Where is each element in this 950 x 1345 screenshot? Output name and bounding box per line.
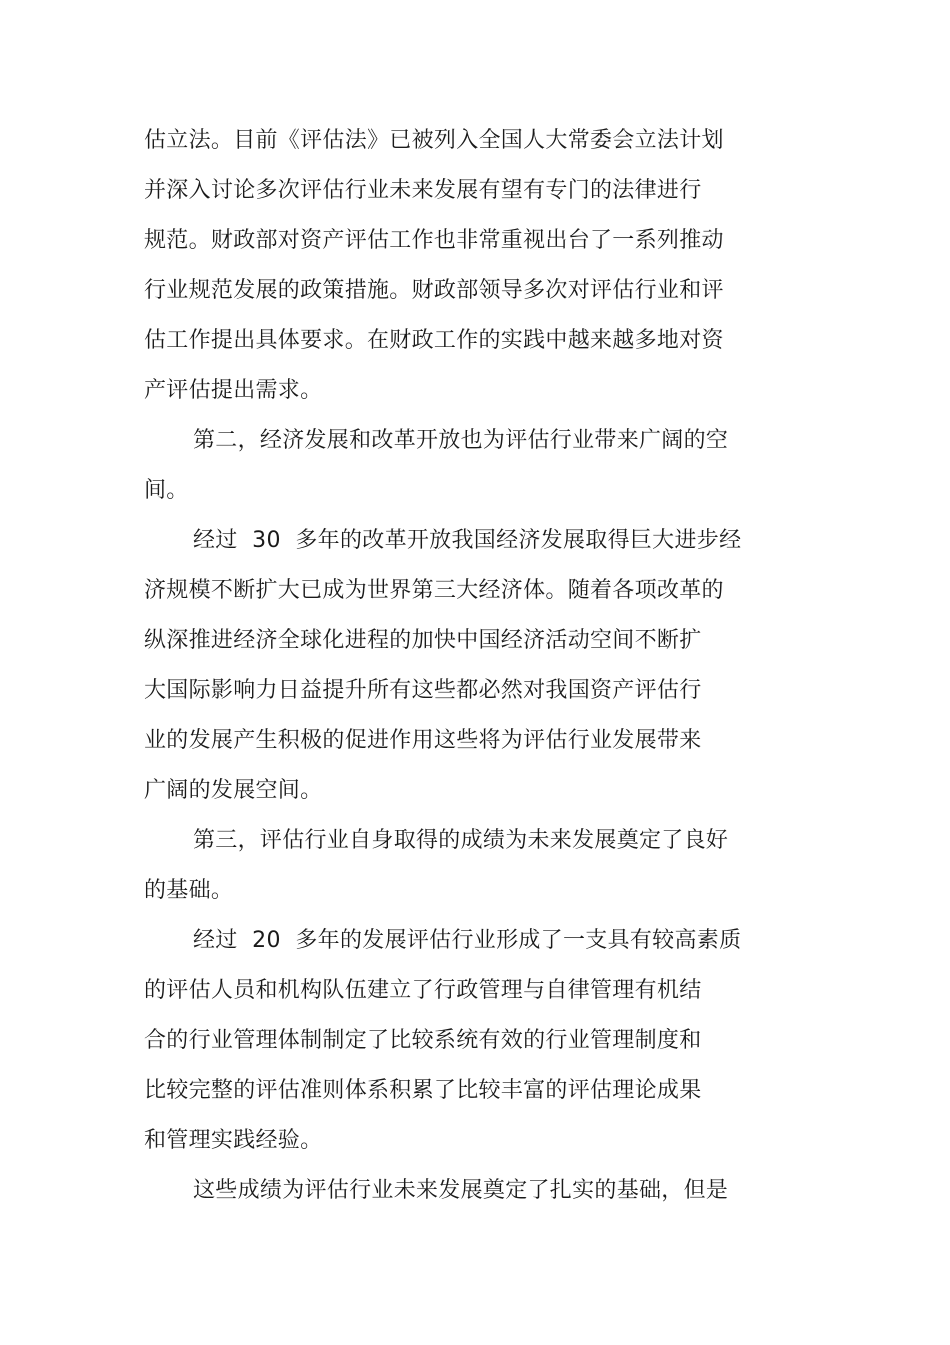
text-line: 第三，评估行业自身取得的成绩为未来发展奠定了良好 [193,828,729,853]
text-line: 广阔的发展空间。 [144,778,323,803]
text-line: 规范。财政部对资产评估工作也非常重视出台了一系列推动 [144,228,724,253]
text-line: 产评估提出需求。 [144,378,323,403]
text-line: 这些成绩为评估行业未来发展奠定了扎实的基础，但是 [193,1178,729,1203]
text-line: 合的行业管理体制制定了比较系统有效的行业管理制度和 [144,1028,702,1053]
text-line: 经过 30 多年的改革开放我国经济发展取得巨大进步经 [193,528,742,553]
text-line: 经过 20 多年的发展评估行业形成了一支具有较高素质 [193,928,742,953]
text-line: 比较完整的评估准则体系积累了比较丰富的评估理论成果 [144,1078,702,1103]
text-line: 并深入讨论多次评估行业未来发展有望有专门的法律进行 [144,178,702,203]
text-line: 第二，经济发展和改革开放也为评估行业带来广阔的空 [193,428,729,453]
text-line: 的基础。 [144,878,234,903]
text-line: 和管理实践经验。 [144,1128,323,1153]
text-line: 的评估人员和机构队伍建立了行政管理与自律管理有机结 [144,978,702,1003]
text-line: 业的发展产生积极的促进作用这些将为评估行业发展带来 [144,728,702,753]
text-line: 大国际影响力日益提升所有这些都必然对我国资产评估行 [144,678,702,703]
text-line: 纵深推进经济全球化进程的加快中国经济活动空间不断扩 [144,628,702,653]
text-line: 估工作提出具体要求。在财政工作的实践中越来越多地对资 [144,328,724,353]
text-line: 估立法。目前《评估法》已被列入全国人大常委会立法计划 [144,128,724,153]
text-line: 间。 [144,478,189,503]
text-line: 行业规范发展的政策措施。财政部领导多次对评估行业和评 [144,278,724,303]
document-body [144,122,784,1222]
text-line: 济规模不断扩大已成为世界第三大经济体。随着各项改革的 [144,578,724,603]
